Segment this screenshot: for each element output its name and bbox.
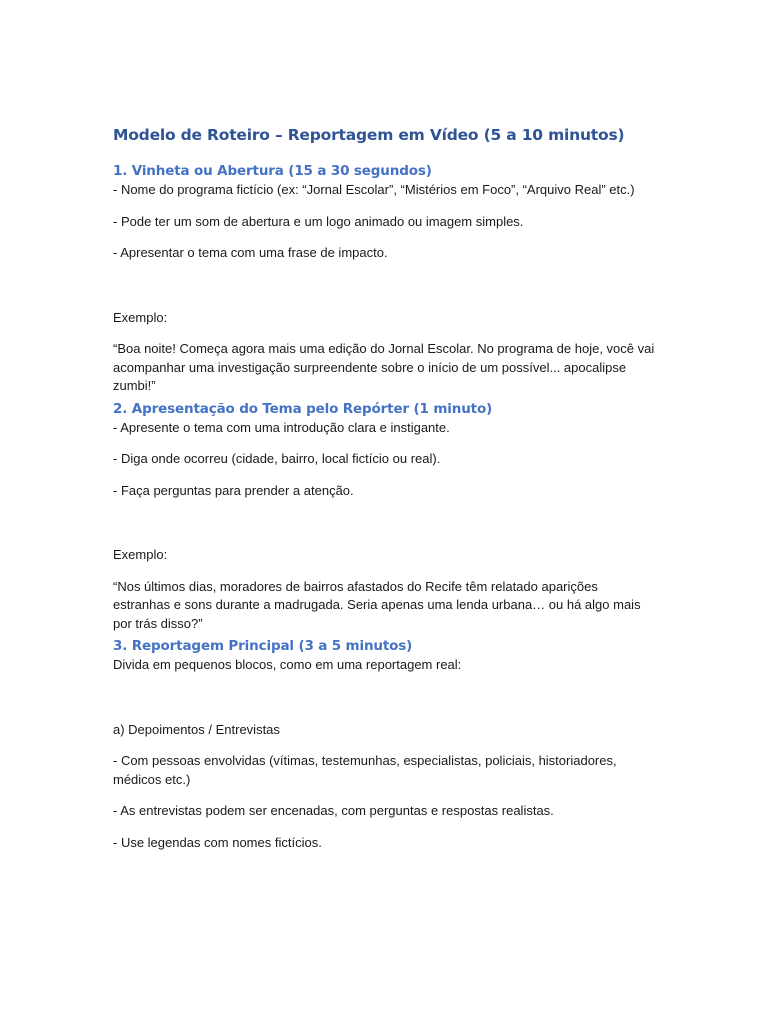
section2-example-text: “Nos últimos dias, moradores de bairros afastados do Recife têm relatado aparições estranhas e sons durante a madrugada. Seria apenas uma lenda urbana… ou há algo mais por trás disso?” xyxy=(113,578,641,631)
section2-item-2: - Diga onde ocorreu (cidade, bairro, local fictício ou real). xyxy=(113,451,441,466)
document-title: Modelo de Roteiro – Reportagem em Vídeo (5 a 10 minutos) xyxy=(113,126,625,144)
section3-item-2: - As entrevistas podem ser encenadas, com perguntas e respostas realistas. xyxy=(113,803,554,818)
section1-example-label: Exemplo: xyxy=(113,309,168,325)
section3-subsection-label: a) Depoimentos / Entrevistas xyxy=(113,721,280,737)
section2-example-label: Exemplo: xyxy=(113,547,168,562)
document-page xyxy=(113,124,658,852)
section1-item-2: - Pode ter um som de abertura e um logo animado ou imagem simples. xyxy=(113,213,524,229)
section-heading-reportagem: 3. Reportagem Principal (3 a 5 minutos) xyxy=(113,638,413,654)
section3-item-1: - Com pessoas envolvidas (vítimas, testemunhas, especialistas, policiais, historiadores, médicos etc.) xyxy=(113,753,617,787)
section2-item-1: - Apresente o tema com uma introdução clara e instigante. xyxy=(113,419,450,435)
section-heading-apresentacao: 2. Apresentação do Tema pelo Repórter (1 minuto) xyxy=(113,400,493,417)
section2-item-3: - Faça perguntas para prender a atenção. xyxy=(113,482,354,498)
section1-item-3: - Apresentar o tema com uma frase de impacto. xyxy=(113,245,388,260)
section1-example-text: “Boa noite! Começa agora mais uma edição do Jornal Escolar. No programa de hoje, você vai acompanhar uma investigação surpreendente sobre o início de um possível... apocalipse zumbi!” xyxy=(113,341,655,393)
section1-item-1: - Nome do programa fictício (ex: “Jornal Escolar”, “Mistérios em Foco”, “Arquivo Real” etc.) xyxy=(113,182,635,197)
section3-item-3: - Use legendas com nomes fictícios. xyxy=(113,834,322,850)
section3-intro: Divida em pequenos blocos, como em uma reportagem real: xyxy=(113,657,462,672)
section-heading-vinheta: 1. Vinheta ou Abertura (15 a 30 segundos) xyxy=(113,163,432,179)
